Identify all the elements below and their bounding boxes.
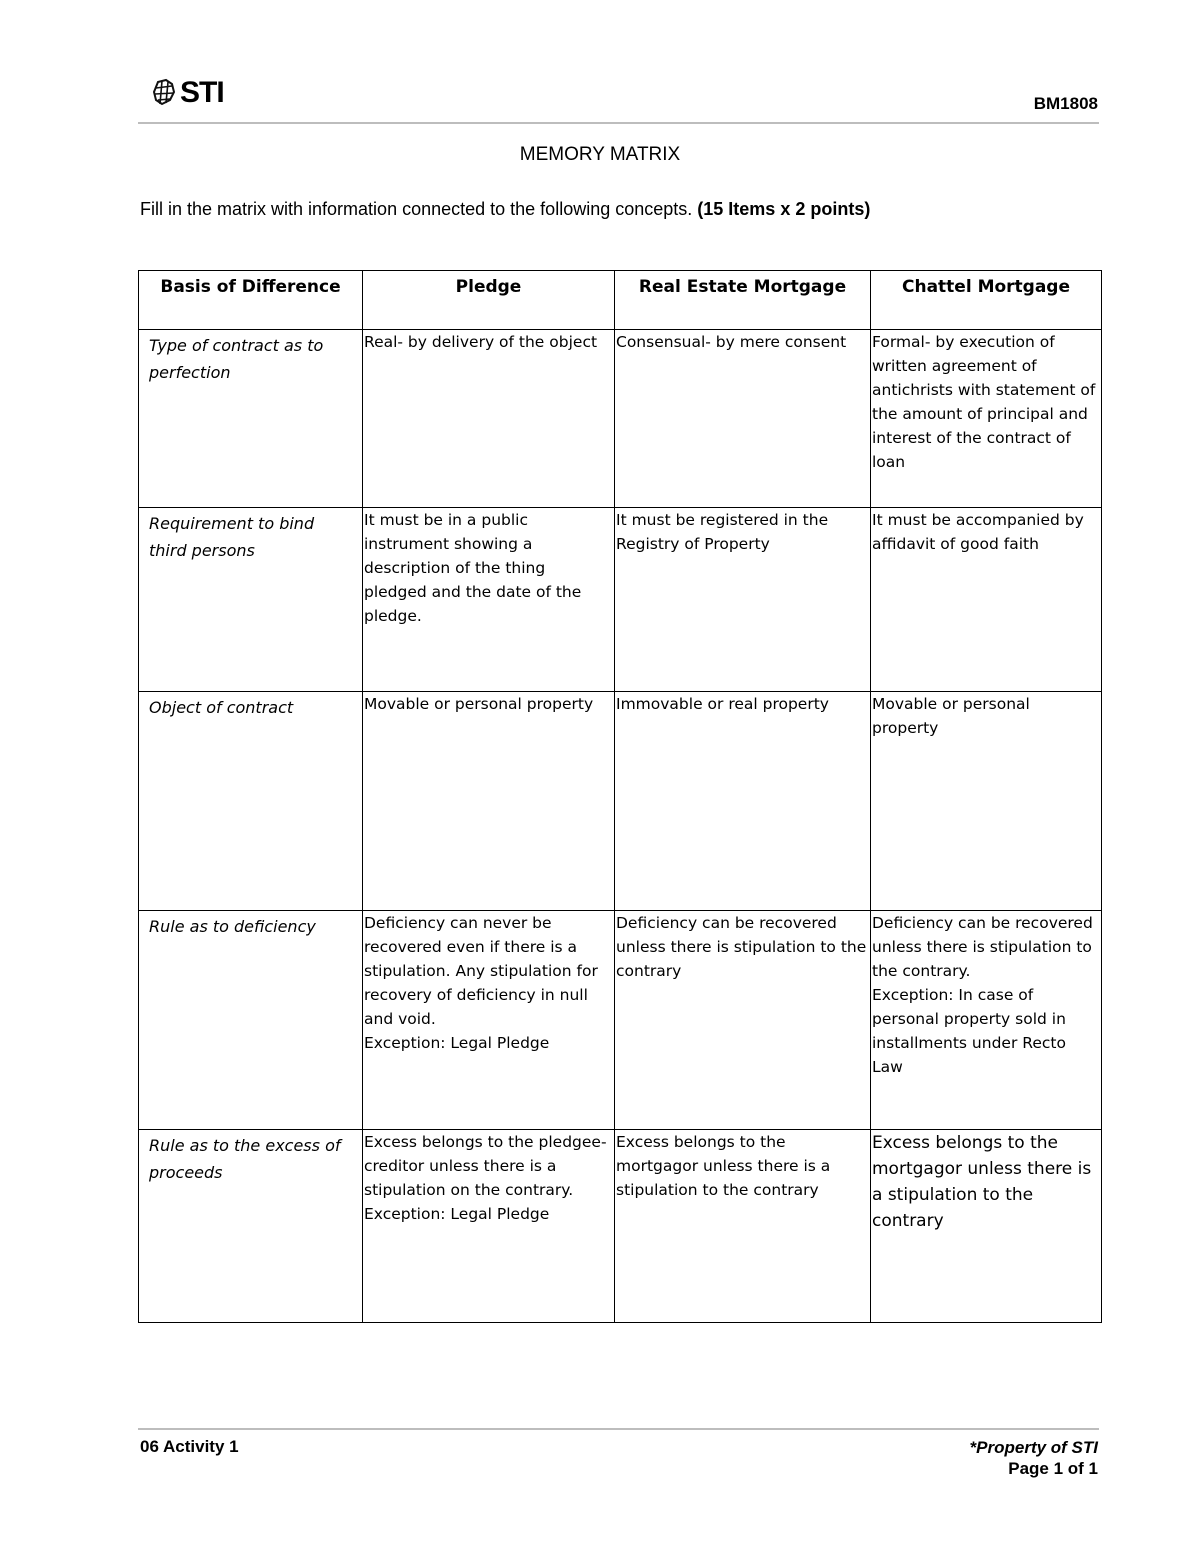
pledge-cell: [363, 508, 615, 692]
logo-text: STI: [180, 76, 224, 109]
chattel-cell: [871, 508, 1102, 692]
page-title: MEMORY MATRIX: [519, 144, 681, 165]
cell-text: Movable or personal property: [364, 695, 594, 713]
basis-cell: Requirement to bind third persons: [139, 508, 363, 692]
cell-text: Consensual- by mere consent: [616, 333, 847, 351]
document-code: BM1808: [1033, 94, 1098, 113]
pledge-cell: [363, 911, 615, 1130]
cell-text: Excess belongs to the mortgagor unless there is a stipulation to the contrary: [872, 1133, 1092, 1231]
pledge-cell: [363, 330, 615, 508]
footer-activity-label: 06 Activity 1: [140, 1437, 239, 1456]
cell-text: Real- by delivery of the object: [364, 333, 598, 351]
instructions-text: Fill in the matrix with information connected to the following concepts.: [140, 199, 698, 219]
sti-logo: [152, 76, 224, 110]
rem-cell: [615, 692, 871, 911]
table-row: [139, 330, 1102, 508]
table-row: [139, 692, 1102, 911]
column-header-real-estate-mortgage: Real Estate Mortgage: [615, 271, 871, 330]
cell-text: Deficiency can be recovered unless there is stipulation to the contrary. Exception: In case of personal property sold in installments under Recto Law: [872, 914, 1093, 1076]
globe-icon: [152, 78, 178, 108]
cell-text: Excess belongs to the pledgee-creditor unless there is a stipulation on the contrary. Exception: Legal Pledge: [364, 1133, 607, 1223]
cell-text: Deficiency can be recovered unless there is stipulation to the contrary: [616, 914, 867, 980]
cell-text: Excess belongs to the mortgagor unless there is a stipulation to the contrary: [616, 1133, 831, 1199]
cell-text: It must be in a public instrument showing a description of the thing pledged and the date of the pledge.: [364, 511, 582, 625]
rem-cell: [615, 508, 871, 692]
cell-text: Deficiency can never be recovered even if there is a stipulation. Any stipulation for recovery of deficiency in null and void. Exception: Legal Pledge: [364, 914, 598, 1052]
cell-text: Immovable or real property: [616, 695, 829, 713]
cell-text: It must be registered in the Registry of Property: [616, 511, 829, 553]
pledge-cell: [363, 1130, 615, 1323]
table-row: [139, 508, 1102, 692]
column-header-pledge: Pledge: [363, 271, 615, 330]
page-number: Page 1 of 1: [1008, 1459, 1098, 1478]
cell-text: Formal- by execution of written agreement of antichrists with statement of the amount of principal and interest of the contract of loan: [872, 333, 1096, 471]
column-header-basis: Basis of Difference: [139, 271, 363, 330]
cell-text: Movable or personal property: [872, 695, 1030, 737]
basis-cell: Object of contract: [139, 692, 363, 911]
chattel-cell: [871, 911, 1102, 1130]
rem-cell: [615, 330, 871, 508]
instructions: [140, 199, 870, 220]
header-divider: [138, 122, 1099, 124]
basis-cell: Type of contract as to perfection: [139, 330, 363, 508]
footer-property-label: *Property of STI: [969, 1438, 1098, 1457]
chattel-cell: [871, 692, 1102, 911]
basis-cell: Rule as to the excess of proceeds: [139, 1130, 363, 1323]
rem-cell: [615, 1130, 871, 1323]
column-header-chattel-mortgage: Chattel Mortgage: [871, 271, 1102, 330]
cell-text: It must be accompanied by affidavit of good faith: [872, 511, 1084, 553]
table-row: [139, 911, 1102, 1130]
instructions-points: (15 Items x 2 points): [697, 199, 871, 219]
chattel-cell: [871, 1130, 1102, 1323]
footer-divider: [138, 1428, 1099, 1430]
basis-cell: Rule as to deficiency: [139, 911, 363, 1130]
rem-cell: [615, 911, 871, 1130]
chattel-cell: [871, 330, 1102, 508]
table-row: [139, 1130, 1102, 1323]
footer-right: [970, 1437, 1098, 1479]
pledge-cell: [363, 692, 615, 911]
table-header-row: [139, 271, 1102, 330]
memory-matrix-table: [138, 270, 1102, 1323]
